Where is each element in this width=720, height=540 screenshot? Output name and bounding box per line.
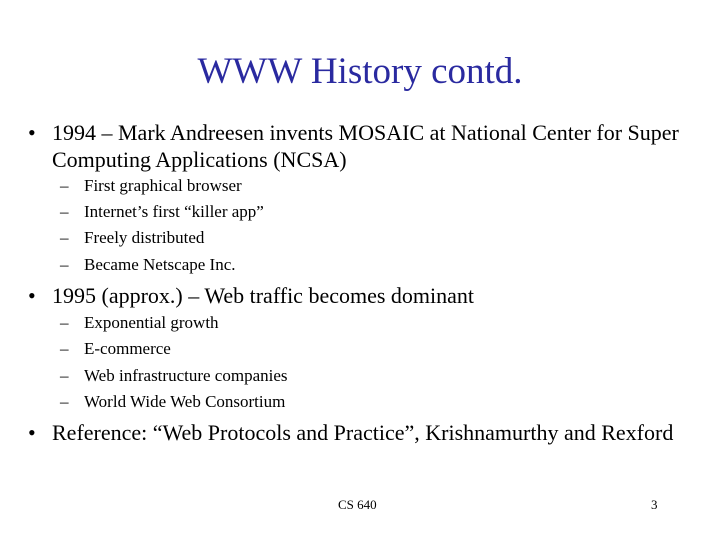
sub-item-marker: – [60, 313, 69, 332]
sub-item-text: First graphical browser [84, 176, 242, 195]
sub-item-text: Exponential growth [84, 313, 219, 332]
sub-item-marker: – [60, 339, 69, 358]
sub-item-text: World Wide Web Consortium [84, 392, 286, 411]
sub-item-marker: – [60, 176, 69, 195]
sub-item-text: Became Netscape Inc. [84, 255, 236, 274]
bullet-text: 1994 – Mark Andreesen invents MOSAIC at National Center for Super Computing Applications (NCSA) [52, 120, 679, 172]
bullet-marker: • [28, 420, 36, 445]
sub-item-marker: – [60, 202, 69, 221]
bullet-marker: • [28, 283, 36, 308]
bullet-item [28, 419, 688, 473]
bullet-item [28, 282, 688, 309]
sub-item-marker: – [60, 255, 69, 274]
footer-course-label: CS 640 [338, 497, 377, 512]
bullet-marker: • [28, 120, 36, 145]
sub-item-marker: – [60, 392, 69, 411]
bullet-text: 1995 (approx.) – Web traffic becomes dominant [52, 283, 475, 308]
sub-item-text: Freely distributed [84, 228, 205, 247]
page-number: 3 [651, 497, 658, 512]
slide-title: WWW History contd. [197, 51, 523, 92]
bullet-text: Reference: “Web Protocols and Practice”, Krishnamurthy and Rexford [52, 420, 674, 445]
sub-item-text: Web infrastructure companies [84, 366, 288, 385]
bullet-item [28, 119, 688, 173]
sub-item-text: E-commerce [84, 339, 171, 358]
sub-item-marker: – [60, 366, 69, 385]
sub-item-marker: – [60, 228, 69, 247]
sub-item-text: Internet’s first “killer app” [84, 202, 264, 221]
